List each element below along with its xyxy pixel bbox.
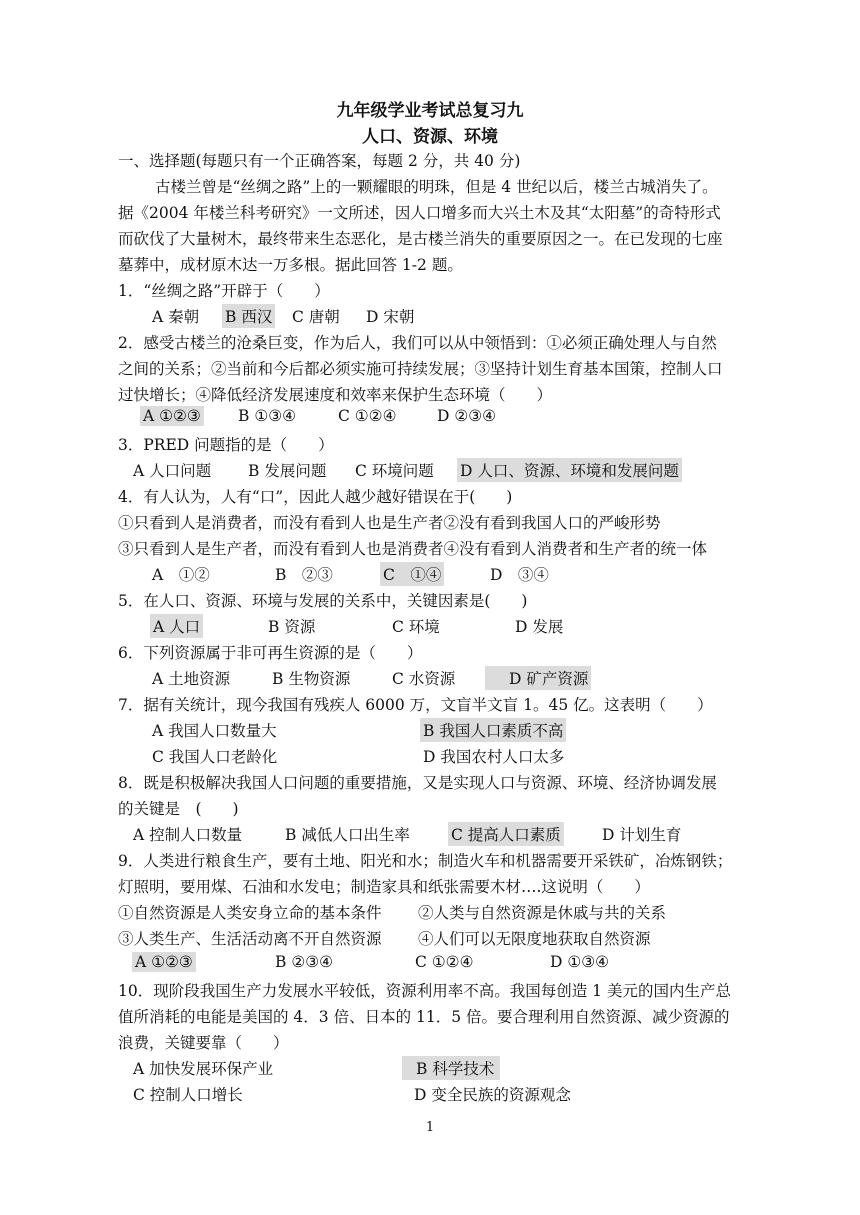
q4-option-b: B ②③ [275, 566, 333, 584]
page-number: 1 [425, 1120, 435, 1135]
q1-option-c: C 唐朝 [292, 308, 340, 326]
q5-option-a-answer: A 人口 [150, 614, 203, 638]
q10-option-c: C 控制人口增长 [133, 1086, 243, 1104]
q4-option-c-answer: C ①④ [380, 562, 444, 586]
document-subtitle: 人口、资源、环境 [362, 127, 498, 147]
question-4-stem: 4．有人认为，人有“口”，因此人越少越好错误在于( ) [118, 488, 513, 506]
q2-option-a-answer: A ①②③ [140, 406, 204, 426]
q6-option-b: B 生物资源 [272, 670, 351, 688]
question-1-stem: 1．“丝绸之路”开辟于（ ） [118, 282, 330, 300]
question-9-stem: 灯照明，要用煤、石油和水发电；制造家具和纸张需要木材….这说明（ ） [118, 878, 650, 896]
question-7-stem: 7．据有关统计，现今我国有残疾人 6000 万，文盲半文盲 1。45 亿。这表明（ ） [118, 696, 713, 714]
q9-statement: ①自然资源是人类安身立命的基本条件 [118, 904, 382, 922]
q8-option-c-answer: C 提高人口素质 [448, 822, 564, 846]
q2-option-b: B ①③④ [238, 407, 297, 425]
question-6-stem: 6．下列资源属于非可再生资源的是（ ） [118, 644, 423, 662]
q9-option-c: C ①②④ [415, 953, 474, 971]
q1-option-b-answer: B 西汉 [222, 304, 275, 328]
q5-option-c: C 环境 [392, 618, 440, 636]
passage-line: 古楼兰曾是“丝绸之路”上的一颗耀眼的明珠，但是 4 世纪以后，楼兰古城消失了。 [155, 178, 718, 196]
q7-option-a: A 我国人口数量大 [152, 722, 277, 740]
q7-option-c: C 我国人口老龄化 [152, 748, 278, 766]
question-2-stem: 之间的关系；②当前和今后都必须实施可持续发展；③坚持计划生育基本国策，控制人口 [118, 360, 723, 378]
q4-statement: ①只看到人是消费者，而没有看到人也是生产者②没有看到我国人口的严峻形势 [118, 514, 661, 532]
q7-option-b-answer: B 我国人口素质不高 [420, 718, 566, 742]
q1-option-a: A 秦朝 [152, 308, 200, 326]
q6-option-d-answer: D 矿产资源 [485, 666, 591, 690]
question-5-stem: 5．在人口、资源、环境与发展的关系中，关键因素是( ) [118, 592, 528, 610]
document-title: 九年级学业考试总复习九 [336, 101, 524, 121]
q8-option-d: D 计划生育 [602, 826, 682, 844]
question-2-stem: 过快增长；④降低经济发展速度和效率来保护生态环境（ ） [118, 386, 553, 404]
passage-line: 而砍伐了大量树木，最终带来生态恶化，是古楼兰消失的重要原因之一。在已发现的七座 [118, 230, 723, 248]
q5-option-b: B 资源 [268, 618, 316, 636]
passage-line: 据《2004 年楼兰科考研究》一文所述，因人口增多而大兴土木及其“太阳墓”的奇特形式 [118, 204, 721, 222]
question-8-stem: 8．既是积极解决我国人口问题的重要措施，又是实现人口与资源、环境、经济协调发展 [118, 774, 717, 792]
question-10-stem: 浪费，关键要靠（ ） [118, 1034, 289, 1052]
question-3-stem: 3．PRED 问题指的是（ ） [118, 436, 334, 454]
q9-option-b: B ②③④ [275, 953, 334, 971]
q4-option-d: D ③④ [490, 566, 549, 584]
q3-option-d-answer: D 人口、资源、环境和发展问题 [457, 458, 682, 482]
question-10-stem: 10．现阶段我国生产力发展水平较低，资源利用率不高。我国每创造 1 美元的国内生产总 [118, 982, 731, 1000]
question-10-stem: 值所消耗的电能是美国的 4．3 倍、日本的 11．5 倍。要合理利用自然资源、减少资源的 [118, 1008, 730, 1026]
q6-option-c: C 水资源 [392, 670, 456, 688]
q3-option-a: A 人口问题 [133, 462, 212, 480]
q9-option-a-answer: A ①②③ [132, 952, 196, 972]
q1-option-d: D 宋朝 [366, 308, 415, 326]
q9-statement: ②人类与自然资源是休戚与共的关系 [418, 904, 667, 922]
q10-option-a: A 加快发展环保产业 [133, 1060, 274, 1078]
q3-option-c: C 环境问题 [355, 462, 434, 480]
section-heading: 一、选择题(每题只有一个正确答案，每题 2 分，共 40 分) [118, 152, 521, 170]
passage-line: 墓葬中，成材原木达一万多根。据此回答 1-2 题。 [118, 256, 463, 274]
q4-option-a: A ①② [152, 566, 210, 584]
q10-option-b-answer: B 科学技术 [402, 1056, 500, 1080]
q7-option-d: D 我国农村人口太多 [423, 748, 565, 766]
q6-option-a: A 土地资源 [152, 670, 231, 688]
question-2-stem: 2．感受古楼兰的沧桑巨变，作为后人，我们可以从中领悟到：①必须正确处理人与自然 [118, 334, 717, 352]
q5-option-d: D 发展 [515, 618, 564, 636]
q8-option-a: A 控制人口数量 [133, 826, 243, 844]
q10-option-d: D 变全民族的资源观念 [414, 1086, 571, 1104]
q9-statement: ④人们可以无限度地获取自然资源 [418, 930, 651, 948]
question-9-stem: 9．人类进行粮食生产，要有土地、阳光和水；制造火车和机器需要开采铁矿，冶炼钢铁； [118, 852, 733, 870]
q9-option-d: D ①③④ [550, 953, 610, 971]
question-8-stem: 的关键是 ( ) [118, 800, 239, 818]
q3-option-b: B 发展问题 [248, 462, 327, 480]
q2-option-c: C ①②④ [338, 407, 397, 425]
q9-statement: ③人类生产、生活活动离不开自然资源 [118, 930, 382, 948]
q8-option-b: B 减低人口出生率 [285, 826, 410, 844]
q2-option-d: D ②③④ [437, 407, 497, 425]
q4-statement: ③只看到人是生产者，而没有看到人也是消费者④没有看到人消费者和生产者的统一体 [118, 540, 708, 558]
